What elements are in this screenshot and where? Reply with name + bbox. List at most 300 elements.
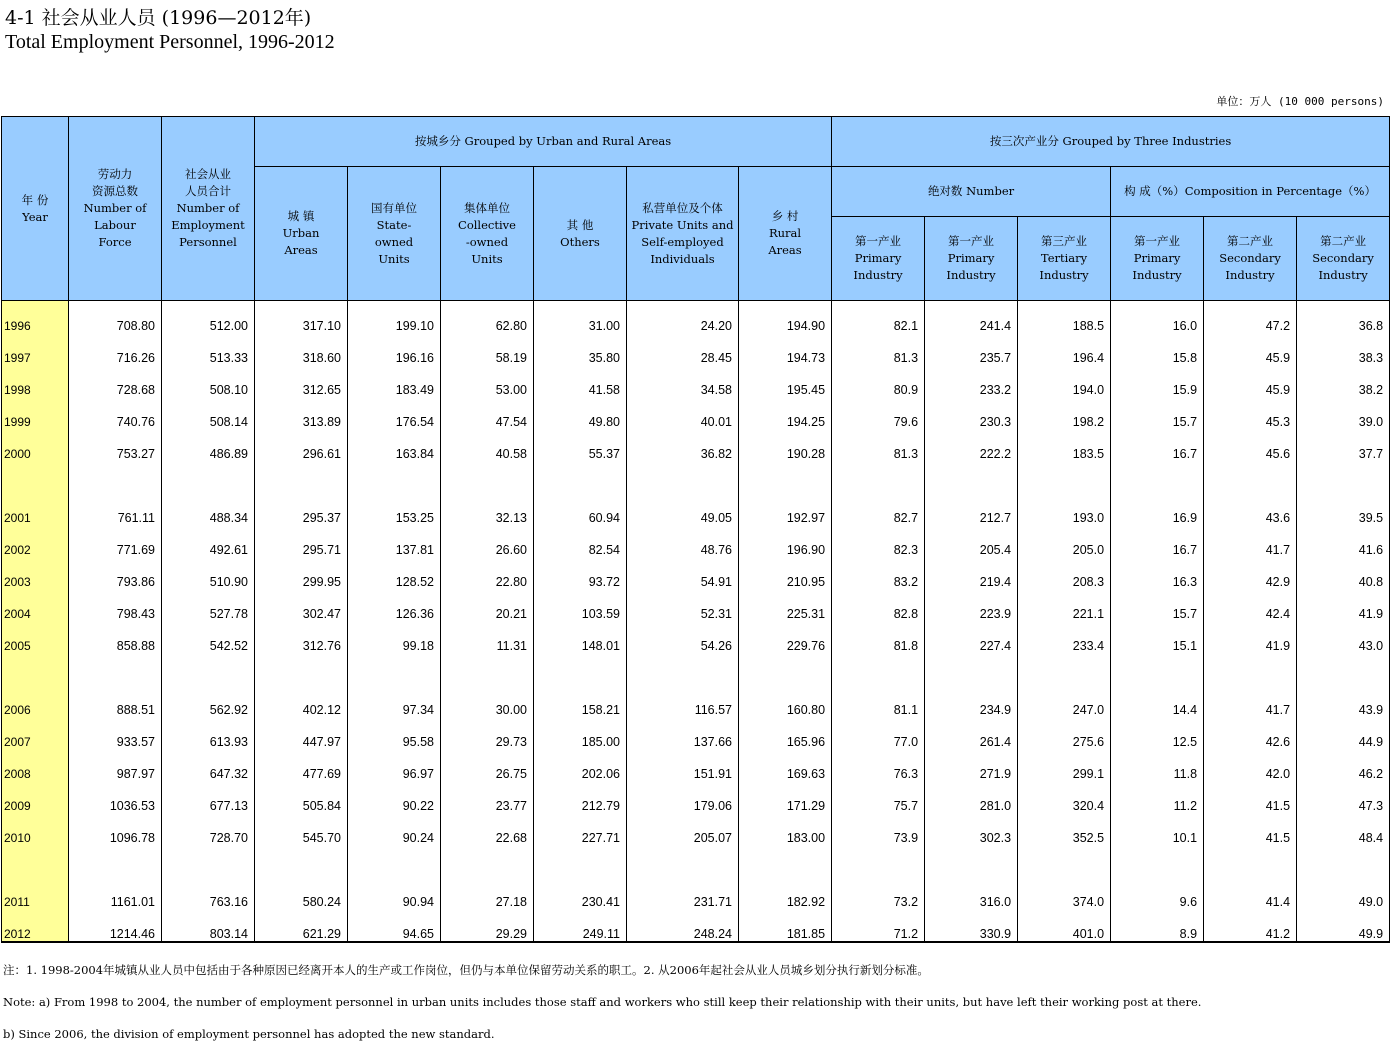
value-cell: 317.10 [255, 301, 348, 334]
value-cell: 183.5 [1018, 429, 1111, 461]
value-cell: 90.94 [348, 877, 441, 909]
table-row [2, 621, 1390, 653]
value-cell: 179.06 [627, 781, 739, 813]
value-cell: 677.13 [162, 781, 255, 813]
value-cell [255, 461, 348, 493]
value-cell: 24.20 [627, 301, 739, 334]
value-cell: 352.5 [1018, 813, 1111, 845]
value-cell: 202.06 [534, 749, 627, 781]
value-cell: 227.71 [534, 813, 627, 845]
value-cell: 508.10 [162, 365, 255, 397]
value-cell: 41.2 [1204, 909, 1297, 942]
year-cell: 2000 [2, 429, 69, 461]
value-cell: 94.65 [348, 909, 441, 942]
value-cell: 160.80 [739, 685, 832, 717]
value-cell: 580.24 [255, 877, 348, 909]
value-cell: 183.00 [739, 813, 832, 845]
value-cell [1111, 653, 1204, 685]
value-cell: 613.93 [162, 717, 255, 749]
value-cell: 16.7 [1111, 429, 1204, 461]
value-cell: 210.95 [739, 557, 832, 589]
value-cell: 194.90 [739, 301, 832, 334]
table-body [2, 301, 1390, 943]
value-cell: 11.2 [1111, 781, 1204, 813]
value-cell: 16.9 [1111, 493, 1204, 525]
year-cell: 1999 [2, 397, 69, 429]
value-cell: 330.9 [925, 909, 1018, 942]
value-cell: 81.3 [832, 333, 925, 365]
table-row [2, 813, 1390, 845]
value-cell: 185.00 [534, 717, 627, 749]
year-cell [2, 845, 69, 877]
header-year: 年 份 Year [2, 117, 69, 301]
value-cell: 188.5 [1018, 301, 1111, 334]
value-cell: 505.84 [255, 781, 348, 813]
value-cell: 299.95 [255, 557, 348, 589]
value-cell: 401.0 [1018, 909, 1111, 942]
value-cell: 73.2 [832, 877, 925, 909]
value-cell: 165.96 [739, 717, 832, 749]
value-cell: 299.1 [1018, 749, 1111, 781]
value-cell: 48.76 [627, 525, 739, 557]
value-cell: 163.84 [348, 429, 441, 461]
value-cell: 58.19 [441, 333, 534, 365]
year-cell: 2004 [2, 589, 69, 621]
value-cell: 40.8 [1297, 557, 1390, 589]
value-cell: 542.52 [162, 621, 255, 653]
value-cell: 190.28 [739, 429, 832, 461]
value-cell [739, 845, 832, 877]
table-row [2, 301, 1390, 334]
value-cell: 728.68 [69, 365, 162, 397]
value-cell [534, 845, 627, 877]
value-cell: 41.6 [1297, 525, 1390, 557]
year-cell: 2005 [2, 621, 69, 653]
value-cell: 158.21 [534, 685, 627, 717]
value-cell: 205.4 [925, 525, 1018, 557]
value-cell: 48.4 [1297, 813, 1390, 845]
table-spacer-row [2, 845, 1390, 877]
value-cell: 73.9 [832, 813, 925, 845]
value-cell: 80.9 [832, 365, 925, 397]
value-cell: 90.22 [348, 781, 441, 813]
value-cell: 230.3 [925, 397, 1018, 429]
value-cell: 798.43 [69, 589, 162, 621]
value-cell: 1036.53 [69, 781, 162, 813]
value-cell: 233.2 [925, 365, 1018, 397]
value-cell [925, 461, 1018, 493]
value-cell: 41.4 [1204, 877, 1297, 909]
value-cell: 93.72 [534, 557, 627, 589]
header-three-industries-group: 按三次产业分 Grouped by Three Industries [832, 117, 1390, 167]
year-cell [2, 653, 69, 685]
value-cell: 492.61 [162, 525, 255, 557]
table-row [2, 429, 1390, 461]
value-cell [441, 461, 534, 493]
table-row [2, 909, 1390, 942]
value-cell: 46.2 [1297, 749, 1390, 781]
value-cell: 11.31 [441, 621, 534, 653]
value-cell: 647.32 [162, 749, 255, 781]
value-cell: 447.97 [255, 717, 348, 749]
value-cell: 52.31 [627, 589, 739, 621]
year-cell: 2010 [2, 813, 69, 845]
value-cell: 223.9 [925, 589, 1018, 621]
value-cell [255, 653, 348, 685]
value-cell: 26.60 [441, 525, 534, 557]
value-cell: 28.45 [627, 333, 739, 365]
value-cell: 194.73 [739, 333, 832, 365]
year-cell: 1998 [2, 365, 69, 397]
header-pct-tertiary: 第二产业 Secondary Industry [1297, 217, 1390, 301]
value-cell: 41.5 [1204, 813, 1297, 845]
value-cell: 374.0 [1018, 877, 1111, 909]
value-cell: 241.4 [925, 301, 1018, 334]
value-cell: 933.57 [69, 717, 162, 749]
year-cell: 2006 [2, 685, 69, 717]
value-cell: 302.3 [925, 813, 1018, 845]
value-cell: 320.4 [1018, 781, 1111, 813]
value-cell: 16.0 [1111, 301, 1204, 334]
value-cell [925, 845, 1018, 877]
value-cell [739, 461, 832, 493]
value-cell [832, 845, 925, 877]
value-cell: 192.97 [739, 493, 832, 525]
value-cell: 49.0 [1297, 877, 1390, 909]
value-cell: 62.80 [441, 301, 534, 334]
year-cell: 2011 [2, 877, 69, 909]
value-cell: 1161.01 [69, 877, 162, 909]
value-cell: 53.00 [441, 365, 534, 397]
value-cell: 45.6 [1204, 429, 1297, 461]
value-cell [441, 653, 534, 685]
note-english-a: Note: a) From 1998 to 2004, the number of employment personnel in urban units includes those staff and workers who still keep their relationship with their units, but have left their working post at there. [3, 995, 1202, 1009]
value-cell: 90.24 [348, 813, 441, 845]
value-cell: 15.8 [1111, 333, 1204, 365]
value-cell: 79.6 [832, 397, 925, 429]
value-cell: 793.86 [69, 557, 162, 589]
value-cell: 26.75 [441, 749, 534, 781]
value-cell [441, 845, 534, 877]
value-cell: 247.0 [1018, 685, 1111, 717]
value-cell: 42.9 [1204, 557, 1297, 589]
value-cell: 22.80 [441, 557, 534, 589]
value-cell [1018, 653, 1111, 685]
value-cell: 27.18 [441, 877, 534, 909]
value-cell: 183.49 [348, 365, 441, 397]
value-cell: 231.71 [627, 877, 739, 909]
note-english-b: b) Since 2006, the division of employment personnel has adopted the new standard. [3, 1027, 495, 1041]
year-cell: 2002 [2, 525, 69, 557]
header-composition: 构 成（%）Composition in Percentage（%） [1111, 167, 1390, 217]
value-cell: 193.0 [1018, 493, 1111, 525]
value-cell: 49.80 [534, 397, 627, 429]
value-cell: 38.2 [1297, 365, 1390, 397]
value-cell: 222.2 [925, 429, 1018, 461]
header-rural: 乡 村 Rural Areas [739, 167, 832, 301]
value-cell: 41.5 [1204, 781, 1297, 813]
value-cell [627, 461, 739, 493]
value-cell: 621.29 [255, 909, 348, 942]
value-cell: 29.73 [441, 717, 534, 749]
value-cell [1204, 845, 1297, 877]
value-cell: 76.3 [832, 749, 925, 781]
value-cell: 95.58 [348, 717, 441, 749]
value-cell: 22.68 [441, 813, 534, 845]
employment-table [1, 116, 1390, 943]
value-cell: 45.3 [1204, 397, 1297, 429]
value-cell [1018, 461, 1111, 493]
value-cell: 39.0 [1297, 397, 1390, 429]
value-cell: 196.90 [739, 525, 832, 557]
value-cell: 23.77 [441, 781, 534, 813]
value-cell: 205.0 [1018, 525, 1111, 557]
table-spacer-row [2, 461, 1390, 493]
value-cell: 47.3 [1297, 781, 1390, 813]
value-cell: 1214.46 [69, 909, 162, 942]
value-cell: 740.76 [69, 397, 162, 429]
value-cell: 313.89 [255, 397, 348, 429]
value-cell: 42.4 [1204, 589, 1297, 621]
value-cell: 81.3 [832, 429, 925, 461]
value-cell [162, 845, 255, 877]
value-cell: 803.14 [162, 909, 255, 942]
value-cell: 198.2 [1018, 397, 1111, 429]
value-cell: 103.59 [534, 589, 627, 621]
value-cell: 49.05 [627, 493, 739, 525]
table-spacer-row [2, 653, 1390, 685]
value-cell: 545.70 [255, 813, 348, 845]
value-cell: 82.8 [832, 589, 925, 621]
value-cell: 83.2 [832, 557, 925, 589]
value-cell: 96.97 [348, 749, 441, 781]
value-cell: 763.16 [162, 877, 255, 909]
value-cell [1204, 461, 1297, 493]
value-cell: 45.9 [1204, 365, 1297, 397]
table-row [2, 525, 1390, 557]
value-cell: 208.3 [1018, 557, 1111, 589]
value-cell [255, 845, 348, 877]
value-cell: 41.7 [1204, 525, 1297, 557]
value-cell [1297, 461, 1390, 493]
value-cell: 510.90 [162, 557, 255, 589]
value-cell: 54.91 [627, 557, 739, 589]
value-cell: 716.26 [69, 333, 162, 365]
value-cell [627, 653, 739, 685]
value-cell: 182.92 [739, 877, 832, 909]
header-others: 其 他 Others [534, 167, 627, 301]
year-cell [2, 461, 69, 493]
value-cell: 275.6 [1018, 717, 1111, 749]
value-cell: 71.2 [832, 909, 925, 942]
value-cell [69, 845, 162, 877]
value-cell: 205.07 [627, 813, 739, 845]
table-row [2, 685, 1390, 717]
value-cell [832, 461, 925, 493]
value-cell: 41.58 [534, 365, 627, 397]
value-cell: 987.97 [69, 749, 162, 781]
value-cell: 199.10 [348, 301, 441, 334]
value-cell: 227.4 [925, 621, 1018, 653]
value-cell: 181.85 [739, 909, 832, 942]
value-cell: 39.5 [1297, 493, 1390, 525]
year-cell: 1996 [2, 301, 69, 334]
value-cell: 1096.78 [69, 813, 162, 845]
value-cell: 527.78 [162, 589, 255, 621]
value-cell: 171.29 [739, 781, 832, 813]
value-cell: 82.3 [832, 525, 925, 557]
value-cell: 248.24 [627, 909, 739, 942]
year-cell: 2003 [2, 557, 69, 589]
value-cell: 148.01 [534, 621, 627, 653]
value-cell: 8.9 [1111, 909, 1204, 942]
value-cell [534, 653, 627, 685]
value-cell [69, 461, 162, 493]
table-row [2, 333, 1390, 365]
value-cell: 708.80 [69, 301, 162, 334]
value-cell: 771.69 [69, 525, 162, 557]
value-cell: 477.69 [255, 749, 348, 781]
value-cell: 29.29 [441, 909, 534, 942]
unit-label: 单位：万人 (10 000 persons) [1216, 95, 1384, 108]
header-abs-tertiary: 第三产业 Tertiary Industry [1018, 217, 1111, 301]
page-subtitle: Total Employment Personnel, 1996-2012 [5, 31, 335, 53]
value-cell: 230.41 [534, 877, 627, 909]
value-cell: 295.71 [255, 525, 348, 557]
table-row [2, 397, 1390, 429]
value-cell: 77.0 [832, 717, 925, 749]
header-employment-total: 社会从业 人员合计 Number of Employment Personnel [162, 117, 255, 301]
value-cell: 82.7 [832, 493, 925, 525]
value-cell: 281.0 [925, 781, 1018, 813]
year-cell: 1997 [2, 333, 69, 365]
value-cell [534, 461, 627, 493]
value-cell: 40.58 [441, 429, 534, 461]
value-cell: 40.01 [627, 397, 739, 429]
year-cell: 2007 [2, 717, 69, 749]
value-cell: 60.94 [534, 493, 627, 525]
value-cell: 233.4 [1018, 621, 1111, 653]
value-cell: 47.54 [441, 397, 534, 429]
value-cell: 55.37 [534, 429, 627, 461]
value-cell: 116.57 [627, 685, 739, 717]
header-abs-secondary: 第一产业 Primary Industry [925, 217, 1018, 301]
value-cell: 41.9 [1297, 589, 1390, 621]
value-cell: 137.81 [348, 525, 441, 557]
value-cell: 194.25 [739, 397, 832, 429]
value-cell: 153.25 [348, 493, 441, 525]
value-cell: 486.89 [162, 429, 255, 461]
value-cell: 15.7 [1111, 589, 1204, 621]
value-cell: 221.1 [1018, 589, 1111, 621]
value-cell: 512.00 [162, 301, 255, 334]
value-cell: 196.4 [1018, 333, 1111, 365]
value-cell [162, 461, 255, 493]
year-cell: 2012 [2, 909, 69, 942]
value-cell: 249.11 [534, 909, 627, 942]
value-cell: 43.9 [1297, 685, 1390, 717]
value-cell: 508.14 [162, 397, 255, 429]
value-cell [1018, 845, 1111, 877]
value-cell: 225.31 [739, 589, 832, 621]
value-cell: 212.79 [534, 781, 627, 813]
value-cell: 16.7 [1111, 525, 1204, 557]
value-cell [348, 845, 441, 877]
value-cell: 81.8 [832, 621, 925, 653]
value-cell [162, 653, 255, 685]
value-cell: 128.52 [348, 557, 441, 589]
value-cell: 47.2 [1204, 301, 1297, 334]
value-cell: 34.58 [627, 365, 739, 397]
value-cell: 234.9 [925, 685, 1018, 717]
value-cell: 169.63 [739, 749, 832, 781]
table-row [2, 717, 1390, 749]
value-cell: 44.9 [1297, 717, 1390, 749]
value-cell: 296.61 [255, 429, 348, 461]
value-cell [832, 653, 925, 685]
value-cell: 99.18 [348, 621, 441, 653]
value-cell: 195.45 [739, 365, 832, 397]
value-cell: 196.16 [348, 333, 441, 365]
value-cell: 194.0 [1018, 365, 1111, 397]
value-cell: 15.1 [1111, 621, 1204, 653]
value-cell: 82.1 [832, 301, 925, 334]
value-cell: 75.7 [832, 781, 925, 813]
value-cell [1111, 461, 1204, 493]
value-cell: 38.3 [1297, 333, 1390, 365]
table-row [2, 365, 1390, 397]
value-cell [1297, 845, 1390, 877]
value-cell: 14.4 [1111, 685, 1204, 717]
value-cell: 151.91 [627, 749, 739, 781]
header-state-owned: 国有单位 State- owned Units [348, 167, 441, 301]
value-cell: 49.9 [1297, 909, 1390, 942]
value-cell: 212.7 [925, 493, 1018, 525]
table-row [2, 749, 1390, 781]
header-collective: 集体单位 Collective -owned Units [441, 167, 534, 301]
value-cell: 43.6 [1204, 493, 1297, 525]
value-cell [1204, 653, 1297, 685]
header-pct-secondary: 第二产业 Secondary Industry [1204, 217, 1297, 301]
value-cell: 137.66 [627, 717, 739, 749]
value-cell: 888.51 [69, 685, 162, 717]
value-cell [348, 461, 441, 493]
value-cell: 41.9 [1204, 621, 1297, 653]
value-cell: 753.27 [69, 429, 162, 461]
value-cell: 45.9 [1204, 333, 1297, 365]
value-cell: 32.13 [441, 493, 534, 525]
table-row [2, 781, 1390, 813]
value-cell: 41.7 [1204, 685, 1297, 717]
value-cell: 728.70 [162, 813, 255, 845]
table-row [2, 493, 1390, 525]
value-cell: 261.4 [925, 717, 1018, 749]
header-pct-primary: 第一产业 Primary Industry [1111, 217, 1204, 301]
value-cell: 9.6 [1111, 877, 1204, 909]
table-header [2, 117, 1390, 301]
value-cell: 229.76 [739, 621, 832, 653]
value-cell: 295.37 [255, 493, 348, 525]
value-cell: 11.8 [1111, 749, 1204, 781]
value-cell: 16.3 [1111, 557, 1204, 589]
value-cell: 43.0 [1297, 621, 1390, 653]
table-row [2, 557, 1390, 589]
value-cell: 302.47 [255, 589, 348, 621]
value-cell [348, 653, 441, 685]
header-urban: 城 镇 Urban Areas [255, 167, 348, 301]
value-cell: 126.36 [348, 589, 441, 621]
value-cell [1111, 845, 1204, 877]
